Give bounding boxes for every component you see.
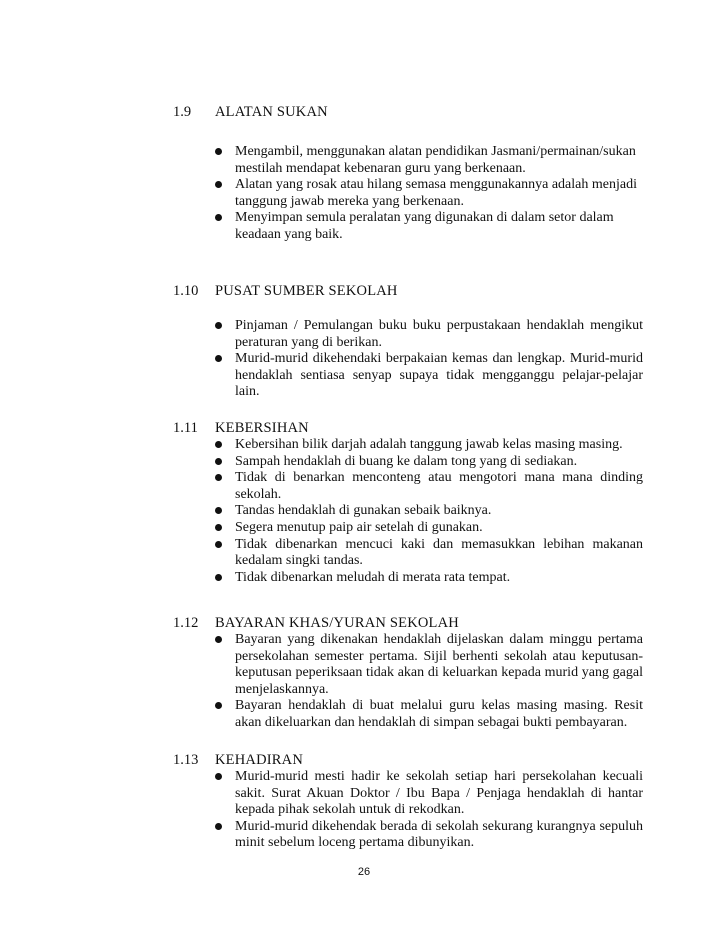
bullet-icon <box>215 474 222 481</box>
list-item-text: Murid-murid mesti hadir ke sekolah setiap hari persekolahan kecuali sakit. Surat Akuan Doktor / Ibu Bapa / Penjaga hendaklah di hantar kepada pihak sekolah untuk di rekodkan. <box>235 769 643 818</box>
list-item-text: Tidak dibenarkan meludah di merata rata tempat. <box>235 569 511 585</box>
section-number: 1.13 <box>173 752 199 768</box>
list-item <box>0 819 728 852</box>
list-item <box>0 537 728 570</box>
list-item <box>0 698 728 731</box>
section-title: BAYARAN KHAS/YURAN SEKOLAH <box>215 615 459 631</box>
page-number: 26 <box>357 866 371 878</box>
list-item-text: Murid-murid dikehendak berada di sekolah sekurang kurangnya sepuluh minit sebelum loceng pertama dibunyikan. <box>235 818 643 851</box>
list-item <box>0 503 728 520</box>
bullet-icon <box>215 823 222 830</box>
section-title: ALATAN SUKAN <box>215 104 328 120</box>
bullet-icon <box>215 541 222 548</box>
list-item-text: Tidak dibenarkan mencuci kaki dan memasukkan lebihan makanan kedalam singki tandas. <box>235 536 643 569</box>
list-item <box>0 769 728 819</box>
list-item-text: Pinjaman / Pemulangan buku buku perpustakaan hendaklah mengikut peraturan yang di berikan. <box>235 318 643 350</box>
section-heading <box>0 613 728 633</box>
bullet-icon <box>215 507 222 514</box>
list-item <box>0 177 728 210</box>
list-item-text: Segera menutup paip air setelah di gunakan. <box>235 519 483 535</box>
list-item <box>0 318 728 351</box>
bullet-list <box>0 632 728 732</box>
section-heading <box>0 102 728 122</box>
bullet-icon <box>215 636 222 643</box>
list-item-text: Kebersihan bilik darjah adalah tanggung jawab kelas masing masing. <box>235 437 623 452</box>
list-item <box>0 632 728 698</box>
bullet-icon <box>215 441 222 448</box>
bullet-icon <box>215 214 222 221</box>
list-item-text: Mengambil, menggunakan alatan pendidikan Jasmani/permainan/sukan mestilah mendapat kebenaran guru yang berkenaan. <box>235 144 636 176</box>
bullet-icon <box>215 355 222 362</box>
section-heading <box>0 418 728 438</box>
list-item-text: Bayaran hendaklah di buat melalui guru kelas masing masing. Resit akan dikeluarkan dan hendaklah di simpan sebagai bukti pembayaran. <box>235 698 643 730</box>
bullet-list <box>0 437 728 586</box>
list-item-text: Tandas hendaklah di gunakan sebaik baiknya. <box>235 503 492 519</box>
section-heading <box>0 750 728 770</box>
bullet-list <box>0 769 728 852</box>
bullet-icon <box>215 148 222 155</box>
bullet-icon <box>215 702 222 709</box>
bullet-icon <box>215 322 222 329</box>
list-item-text: Tidak di benarkan menconteng atau mengotori mana mana dinding sekolah. <box>235 470 643 502</box>
list-item <box>0 454 728 471</box>
list-item-text: Menyimpan semula peralatan yang digunakan di dalam setor dalam keadaan yang baik. <box>235 210 614 242</box>
list-item-text: Sampah hendaklah di buang ke dalam tong yang di sediakan. <box>235 453 578 469</box>
section-number: 1.11 <box>173 420 198 436</box>
section-number: 1.10 <box>173 283 199 299</box>
section-number: 1.9 <box>173 104 192 120</box>
bullet-icon <box>215 524 222 531</box>
list-item <box>0 437 728 454</box>
section-heading <box>0 281 728 301</box>
list-item <box>0 351 728 401</box>
list-item-text: Murid-murid dikehendaki berpakaian kemas dan lengkap. Murid-murid hendaklah sentiasa senyap supaya tidak mengganggu pelajar-pelajar lain. <box>235 351 643 400</box>
list-item <box>0 570 728 587</box>
list-item <box>0 144 728 177</box>
bullet-icon <box>215 773 222 780</box>
bullet-icon <box>215 458 222 465</box>
list-item-text: Alatan yang rosak atau hilang semasa menggunakannya adalah menjadi tanggung jawab mereka yang berkenaan. <box>235 177 637 209</box>
bullet-icon <box>215 181 222 188</box>
list-item-text: Bayaran yang dikenakan hendaklah dijelaskan dalam minggu pertama persekolahan semester pertama. Sijil berhenti sekolah atau keputusan-keputusan peperiksaan tidak akan di keluarkan kepada murid yang gagal menjelaskannya. <box>235 632 643 697</box>
section-title: PUSAT SUMBER SEKOLAH <box>215 283 398 299</box>
bullet-list <box>0 144 728 244</box>
list-item <box>0 520 728 537</box>
section-title: KEBERSIHAN <box>215 420 309 436</box>
bullet-list <box>0 318 728 401</box>
list-item <box>0 210 728 243</box>
section-number: 1.12 <box>173 615 199 631</box>
section-title: KEHADIRAN <box>215 752 303 768</box>
bullet-icon <box>215 574 222 581</box>
list-item <box>0 470 728 503</box>
